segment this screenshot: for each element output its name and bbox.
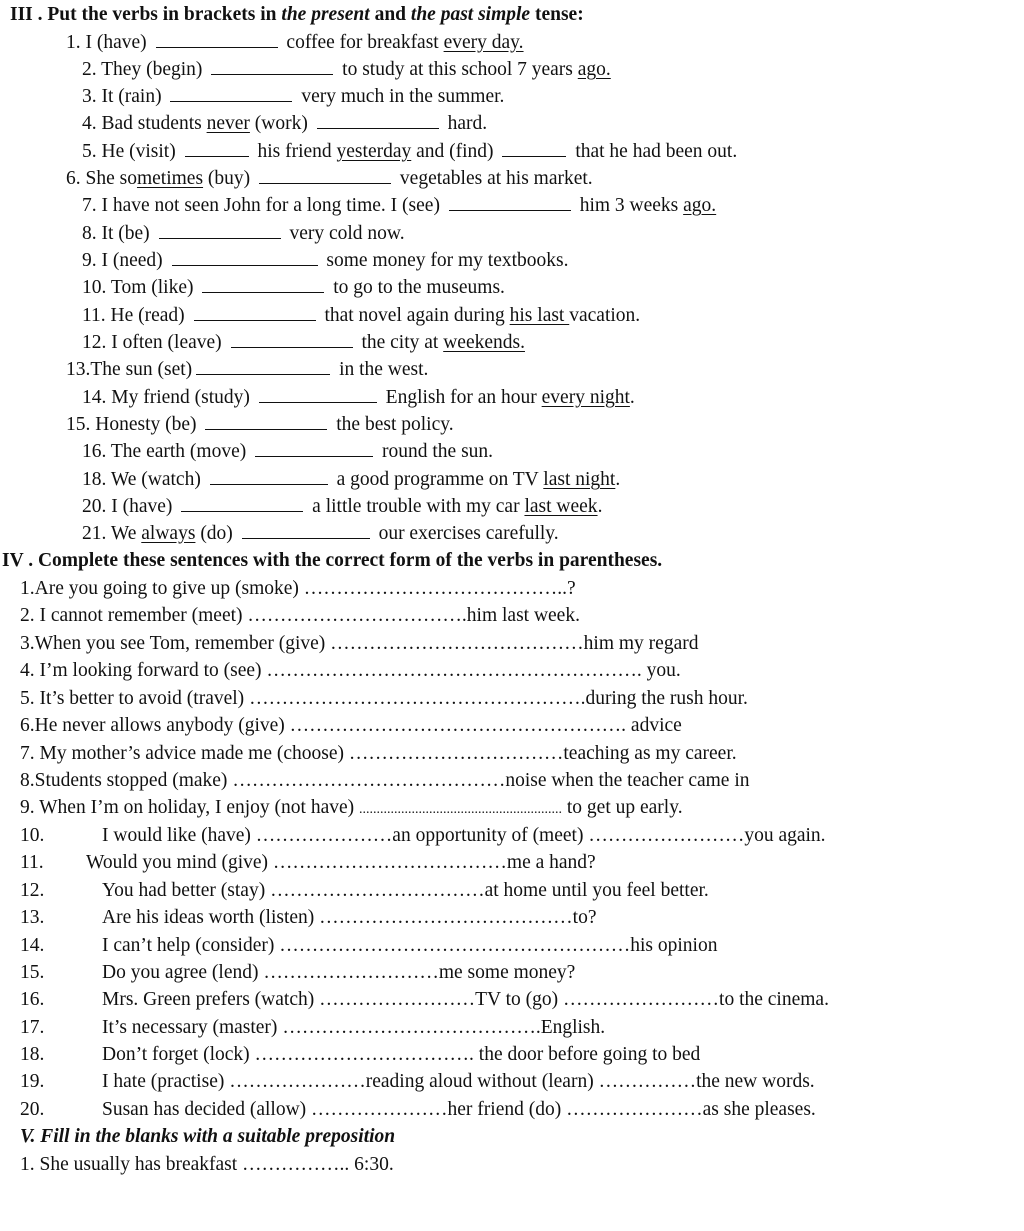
item-text: . <box>615 469 621 490</box>
section-3-title-part: and <box>369 4 411 25</box>
item-text: TV to (go) <box>475 989 564 1010</box>
section-3-title-part: III . Put the verbs in brackets in <box>10 4 282 25</box>
section-3-title <box>10 2 584 28</box>
item-text: 6.He never allows anybody (give) <box>20 715 290 736</box>
s4-item-8 <box>20 768 750 794</box>
item-number: 14. <box>20 935 45 956</box>
underlined-text: always <box>141 523 196 544</box>
item-text: 1. She usually has breakfast <box>20 1154 243 1175</box>
item-text: 6. She so <box>66 168 137 189</box>
dotted-blank[interactable]: …………………………………………………. <box>266 660 642 681</box>
item-text: an opportunity of (meet) <box>392 825 589 846</box>
s4-item-6 <box>20 713 682 739</box>
item-text: advice <box>626 715 682 736</box>
dotted-blank[interactable]: ……………………………. <box>254 1044 474 1065</box>
dotted-blank[interactable]: ………………………………… <box>319 907 573 928</box>
s3-item-12 <box>82 330 525 356</box>
answer-blank[interactable] <box>242 521 370 539</box>
underlined-text: last week <box>524 496 598 517</box>
item-text: 7. My mother’s advice made me (choose) <box>20 743 349 764</box>
item-text: 13.The sun (set) <box>66 359 193 380</box>
dotted-blank[interactable]: ………………… <box>566 1099 703 1120</box>
item-text: him my regard <box>583 633 699 654</box>
item-text: Don’t forget (lock) <box>102 1044 255 1065</box>
section-3-title-italic-2: the past simple <box>410 4 531 25</box>
s3-item-7 <box>82 193 716 219</box>
s3-item-20 <box>82 494 602 520</box>
answer-blank[interactable] <box>181 494 303 512</box>
item-text: 10. Tom (like) <box>82 277 199 298</box>
underlined-text: every night <box>541 387 630 408</box>
item-text: 9. When I’m on holiday, I enjoy (not have) <box>20 797 359 818</box>
item-text: that novel again during <box>319 305 510 326</box>
item-text: 2. They (begin) <box>82 59 208 80</box>
s3-item-11 <box>82 303 640 329</box>
s4-item-7 <box>20 741 737 767</box>
section-5-title: V. Fill in the blanks with a suitable preposition <box>20 1126 396 1147</box>
dotted-blank[interactable]: ……………………………… <box>272 852 507 873</box>
s4-item-20 <box>20 1097 816 1123</box>
item-text: to get up early. <box>562 797 683 818</box>
item-number: 17. <box>20 1017 45 1038</box>
item-text: you. <box>641 660 681 681</box>
item-text: teaching as my career. <box>563 743 737 764</box>
item-text: reading aloud without (learn) <box>365 1071 599 1092</box>
underlined-text: ago. <box>683 195 717 216</box>
dotted-blank[interactable]: ………………… <box>229 1071 366 1092</box>
dotted-blank[interactable]: …………………………… <box>348 743 564 764</box>
dotted-blank[interactable]: ……………………………………………… <box>279 935 631 956</box>
item-text: the best policy. <box>331 414 454 435</box>
s4-item-16 <box>20 987 829 1013</box>
item-text: 21. We <box>82 523 142 544</box>
answer-blank[interactable] <box>194 303 316 321</box>
item-number: 13. <box>20 907 45 928</box>
s3-item-8 <box>82 221 405 247</box>
item-text: and (find) <box>411 141 499 162</box>
s3-item-6 <box>66 166 593 192</box>
item-text: I can’t help (consider) <box>102 935 280 956</box>
section-4-title: IV . Complete these sentences with the correct form of the verbs in parentheses. <box>2 550 663 571</box>
item-text: as she pleases. <box>702 1099 816 1120</box>
s4-item-18 <box>20 1042 700 1068</box>
item-text: her friend (do) <box>447 1099 567 1120</box>
item-text: in the west. <box>334 359 429 380</box>
item-text: 9. I (need) <box>82 250 168 271</box>
item-text: to go to the museums. <box>328 277 505 298</box>
s3-item-5 <box>82 139 737 165</box>
dotted-blank[interactable]: …………………… <box>319 989 476 1010</box>
item-text: It’s necessary (master) <box>102 1017 283 1038</box>
item-text: 3.When you see Tom, remember (give) <box>20 633 331 654</box>
answer-blank[interactable] <box>231 330 353 348</box>
underlined-text: last night <box>543 469 616 490</box>
item-text: the new words. <box>696 1071 815 1092</box>
underlined-text: yesterday <box>336 141 412 162</box>
item-text: round the sun. <box>377 441 494 462</box>
dotted-blank[interactable]: …………….. <box>242 1154 355 1175</box>
item-text: Susan has decided (allow) <box>102 1099 312 1120</box>
answer-blank[interactable] <box>449 193 571 211</box>
item-number: 11. <box>20 852 44 873</box>
s5-item-1 <box>20 1152 394 1178</box>
item-text: 1.Are you going to give up (smoke) <box>20 578 304 599</box>
item-text: to study at this school 7 years <box>337 59 578 80</box>
item-text: 8.Students stopped (make) <box>20 770 233 791</box>
dotted-blank[interactable]: ……………………………. <box>247 605 467 626</box>
s4-item-1 <box>20 576 576 602</box>
item-text: You had better (stay) <box>102 880 271 901</box>
item-text: during the rush hour. <box>585 688 748 709</box>
item-text: . <box>629 387 635 408</box>
item-text: to? <box>572 907 597 928</box>
underlined-text: every day. <box>443 32 524 53</box>
s3-item-13 <box>66 357 428 383</box>
item-text: (do) <box>195 523 238 544</box>
answer-blank[interactable] <box>259 166 391 184</box>
dotted-blank[interactable]: …………………………… <box>270 880 485 901</box>
item-text: 15. Honesty (be) <box>66 414 202 435</box>
answer-blank[interactable] <box>202 275 324 293</box>
item-text: 16. The earth (move) <box>82 441 252 462</box>
answer-blank[interactable] <box>205 412 327 430</box>
dotted-blank[interactable]: ……………………………………………. <box>289 715 627 736</box>
s4-item-13 <box>20 905 597 931</box>
s4-item-11 <box>20 850 596 876</box>
item-text: him last week. <box>466 605 580 626</box>
item-text: I hate (practise) <box>102 1071 230 1092</box>
item-text: . <box>597 496 603 517</box>
s4-item-5 <box>20 686 748 712</box>
item-text: 4. Bad students <box>82 113 207 134</box>
s4-item-14 <box>20 933 717 959</box>
item-text: Are his ideas worth (listen) <box>102 907 320 928</box>
dotted-blank[interactable]: ……………………………………………. <box>249 688 586 709</box>
item-text: very cold now. <box>284 223 405 244</box>
s4-item-17 <box>20 1015 605 1041</box>
s4-item-15 <box>20 960 575 986</box>
s3-item-14 <box>82 385 635 411</box>
dotted-blank[interactable]: …………………………………..? <box>303 578 576 599</box>
item-text: you again. <box>744 825 826 846</box>
s3-item-16 <box>82 439 493 465</box>
item-text: our exercises carefully. <box>373 523 559 544</box>
underlined-text: never <box>206 113 250 134</box>
item-number: 16. <box>20 989 45 1010</box>
item-text: a little trouble with my car <box>307 496 525 517</box>
s3-item-2 <box>82 57 611 83</box>
s3-item-21 <box>82 521 559 547</box>
s3-item-4 <box>82 111 487 137</box>
dotted-blank[interactable]: …………………………………… <box>232 770 506 791</box>
item-text: 12. I often (leave) <box>82 332 227 353</box>
s3-item-9 <box>82 248 569 274</box>
item-text: to the cinema. <box>719 989 829 1010</box>
item-text: his opinion <box>630 935 718 956</box>
s3-item-18 <box>82 467 620 493</box>
item-text: noise when the teacher came in <box>505 770 750 791</box>
item-text: I would like (have) <box>102 825 256 846</box>
item-text: Mrs. Green prefers (watch) <box>102 989 320 1010</box>
underlined-text: ago. <box>577 59 611 80</box>
answer-blank[interactable] <box>196 357 330 375</box>
item-text: 18. We (watch) <box>82 469 206 490</box>
item-text: very much in the summer. <box>296 86 505 107</box>
item-number: 15. <box>20 962 45 983</box>
item-text: me a hand? <box>506 852 596 873</box>
item-text: 20. I (have) <box>82 496 178 517</box>
section-3-title-part: tense: <box>530 4 584 25</box>
item-text: vegetables at his market. <box>395 168 593 189</box>
s3-item-15 <box>66 412 454 438</box>
answer-blank[interactable] <box>502 139 566 157</box>
s4-item-9 <box>20 795 683 823</box>
s3-item-10 <box>82 275 505 301</box>
answer-blank[interactable] <box>156 30 278 48</box>
item-text: 8. It (be) <box>82 223 155 244</box>
item-number: 19. <box>20 1071 45 1092</box>
dotted-blank[interactable]: …………………… <box>588 825 745 846</box>
item-text: the door before going to bed <box>473 1044 701 1065</box>
underlined-text: his last <box>509 305 570 326</box>
item-text: hard. <box>442 113 488 134</box>
item-text: some money for my textbooks. <box>321 250 569 271</box>
item-text: him 3 weeks <box>574 195 684 216</box>
section-3-title-italic-1: the present <box>281 4 370 25</box>
underlined-text: metimes <box>136 168 204 189</box>
answer-blank[interactable] <box>255 439 373 457</box>
dotted-blank[interactable]: .......................................................... <box>359 802 562 817</box>
item-text: English for an hour <box>380 387 542 408</box>
item-text: Would you mind (give) <box>86 852 273 873</box>
answer-blank[interactable] <box>317 111 439 129</box>
item-text: 6:30. <box>354 1154 394 1175</box>
s4-item-3 <box>20 631 698 657</box>
item-text: 3. It (rain) <box>82 86 167 107</box>
answer-blank[interactable] <box>185 139 249 157</box>
dotted-blank[interactable]: …………………… <box>563 989 720 1010</box>
item-text: 2. I cannot remember (meet) <box>20 605 248 626</box>
s4-item-4 <box>20 658 681 684</box>
answer-blank[interactable] <box>170 84 292 102</box>
item-text: 14. My friend (study) <box>82 387 255 408</box>
item-text: coffee for breakfast <box>281 32 444 53</box>
s3-item-3 <box>82 84 504 110</box>
item-text: 5. He (visit) <box>82 141 181 162</box>
answer-blank[interactable] <box>259 385 377 403</box>
item-text: vacation. <box>569 305 641 326</box>
answer-blank[interactable] <box>159 221 281 239</box>
s4-item-2 <box>20 603 580 629</box>
item-text: at home until you feel better. <box>484 880 709 901</box>
dotted-blank[interactable]: …………… <box>598 1071 697 1092</box>
dotted-blank[interactable]: ………………… <box>255 825 393 846</box>
dotted-blank[interactable]: ……………………… <box>263 962 439 983</box>
item-text: 7. I have not seen John for a long time. I (see) <box>82 195 445 216</box>
item-number: 18. <box>20 1044 45 1065</box>
item-text: 5. It’s better to avoid (travel) <box>20 688 250 709</box>
item-text: Do you agree (lend) <box>102 962 264 983</box>
item-text: 4. I’m looking forward to (see) <box>20 660 267 681</box>
item-number: 10. <box>20 825 45 846</box>
item-text: the city at <box>356 332 444 353</box>
underlined-text: weekends. <box>443 332 525 353</box>
item-text: his friend <box>252 141 337 162</box>
item-text: 11. He (read) <box>82 305 190 326</box>
dotted-blank[interactable]: ………………………………… <box>330 633 584 654</box>
dotted-blank[interactable]: …………………………………. <box>282 1017 541 1038</box>
item-text: me some money? <box>438 962 576 983</box>
dotted-blank[interactable]: ………………… <box>311 1099 448 1120</box>
s4-item-12 <box>20 878 709 904</box>
item-text: (buy) <box>203 168 256 189</box>
s4-item-10 <box>20 823 826 849</box>
item-text: that he had been out. <box>570 141 738 162</box>
item-text: 1. I (have) <box>66 32 152 53</box>
item-text: a good programme on TV <box>331 469 544 490</box>
item-number: 20. <box>20 1099 45 1120</box>
s3-item-1 <box>66 30 524 56</box>
s4-item-19 <box>20 1069 815 1095</box>
answer-blank[interactable] <box>211 57 333 75</box>
item-text: (work) <box>249 113 313 134</box>
answer-blank[interactable] <box>172 248 318 266</box>
answer-blank[interactable] <box>210 467 328 485</box>
item-text: English. <box>540 1017 606 1038</box>
item-number: 12. <box>20 880 45 901</box>
